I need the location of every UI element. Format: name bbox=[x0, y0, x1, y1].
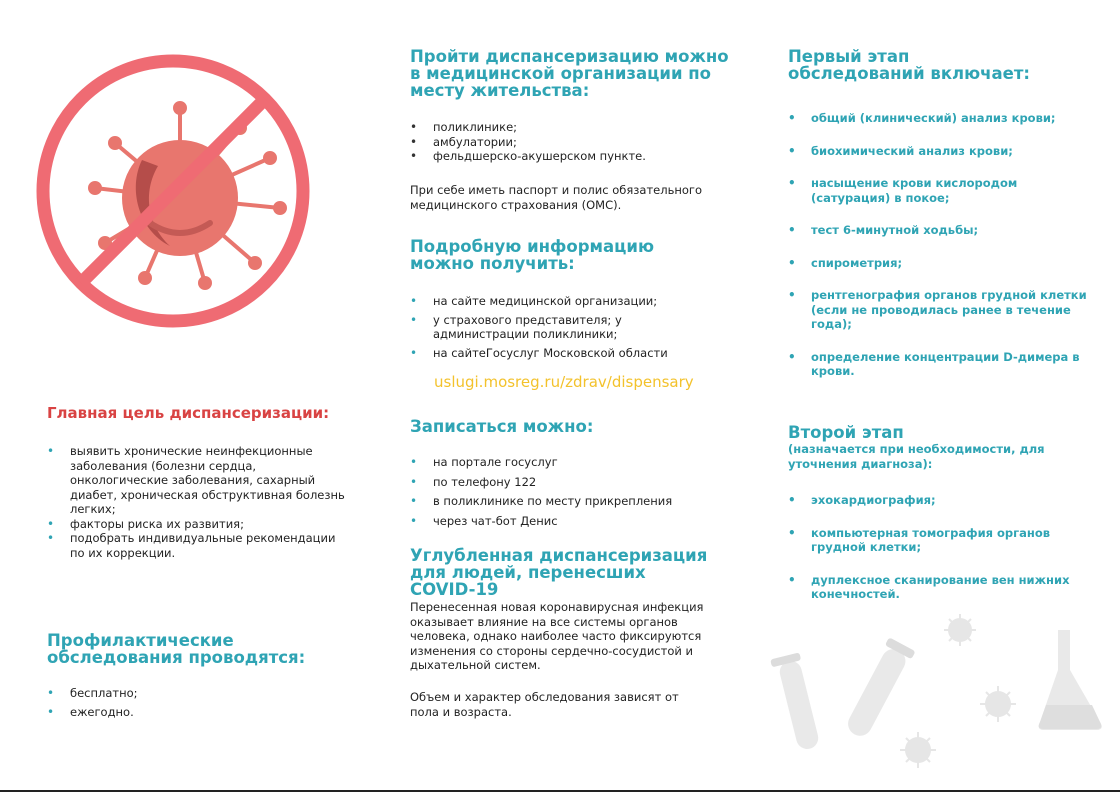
germ-icon bbox=[944, 614, 976, 646]
prevent-title: Профилактические обследования проводятся: bbox=[47, 631, 306, 667]
list-item: • у страхового представителя; у администрации поликлиники; bbox=[410, 313, 710, 342]
page-border bbox=[0, 790, 1120, 792]
test-tube-icon bbox=[844, 637, 916, 740]
list-item: • спирометрия; bbox=[788, 256, 1088, 271]
signup-list bbox=[410, 455, 730, 528]
where-title: Пройти диспансеризацию можно в медицинской организации по месту жительства: bbox=[410, 47, 729, 100]
main-goal-title: Главная цель диспансеризации: bbox=[47, 404, 330, 422]
germ-icon bbox=[900, 732, 936, 768]
list-item: • на портале госуслуг bbox=[410, 455, 730, 470]
dispensary-link[interactable]: uslugi.mosreg.ru/zdrav/dispensary bbox=[434, 373, 694, 391]
list-item: • общий (клинический) анализ крови; bbox=[788, 111, 1088, 126]
covid-text: Перенесенная новая коронавирусная инфекция оказывает влияние на все системы органов человека, однако наиболее часто фиксируются изменения со стороны сердечно-сосудистой и дыхательной систем. bbox=[410, 600, 704, 672]
signup-title: Записаться можно: bbox=[410, 417, 594, 436]
list-item: • эхокардиография; bbox=[788, 493, 1093, 508]
stage2-title: Второй этап bbox=[788, 423, 904, 442]
list-item: • определение концентрации D-димера в крови. bbox=[788, 350, 1088, 379]
list-item: • рентгенография органов грудной клетки (если не проводилась ранее в течение года); bbox=[788, 288, 1088, 332]
flask-icon bbox=[1039, 630, 1102, 730]
where-list bbox=[410, 120, 730, 164]
info-list bbox=[410, 294, 710, 360]
list-item: • насыщение крови кислородом (сатурация) в покое; bbox=[788, 176, 1088, 205]
list-item: • бесплатно; bbox=[47, 686, 297, 701]
virus-icon bbox=[90, 103, 285, 288]
info-title: Подробную информацию можно получить: bbox=[410, 237, 655, 273]
list-item: • по телефону 122 bbox=[410, 475, 730, 490]
stage1-title: Первый этап обследований включает: bbox=[788, 47, 1030, 83]
stage1-list bbox=[788, 111, 1088, 397]
prevent-list bbox=[47, 686, 297, 719]
covid-title: Углубленная диспансеризация для людей, перенесших COVID-19 bbox=[410, 546, 708, 599]
list-item: • подобрать индивидуальные рекомендации по их коррекции. bbox=[47, 531, 347, 560]
stage2-subtitle: (назначается при необходимости, для уточнения диагноза): bbox=[788, 442, 1045, 471]
list-item: • тест 6-минутной ходьбы; bbox=[788, 223, 1088, 238]
list-item: • дуплексное сканирование вен нижних конечностей. bbox=[788, 573, 1093, 602]
list-item: • через чат-бот Денис bbox=[410, 514, 730, 529]
list-item: • компьютерная томография органов грудной клетки; bbox=[788, 526, 1093, 555]
stage2-list bbox=[788, 493, 1093, 620]
list-item: • выявить хронические неинфекционные заболевания (болезни сердца, онкологические заболевания, сахарный диабет, хроническая обструктивная болезнь легких; bbox=[47, 444, 347, 517]
no-virus-icon bbox=[30, 48, 316, 334]
germ-icon bbox=[980, 686, 1016, 722]
list-item: • ежегодно. bbox=[47, 705, 297, 720]
list-item: • в поликлинике по месту прикрепления bbox=[410, 494, 730, 509]
lab-equipment-icon bbox=[770, 610, 1120, 780]
list-item: • поликлинике; bbox=[410, 120, 730, 135]
test-tube-icon bbox=[770, 652, 820, 751]
list-item: • на сайтеГосуслуг Московской области bbox=[410, 346, 710, 361]
list-item: • биохимический анализ крови; bbox=[788, 144, 1088, 159]
main-goal-list bbox=[47, 444, 347, 560]
list-item: • факторы риска их развития; bbox=[47, 517, 347, 532]
covid-age-text: Объем и характер обследования зависят от пола и возраста. bbox=[410, 690, 679, 719]
list-item: • на сайте медицинской организации; bbox=[410, 294, 710, 309]
docs-text: При себе иметь паспорт и полис обязательного медицинского страхования (ОМС). bbox=[410, 183, 702, 212]
list-item: • амбулатории; bbox=[410, 135, 730, 150]
list-item: • фельдшерско-акушерском пункте. bbox=[410, 149, 730, 164]
